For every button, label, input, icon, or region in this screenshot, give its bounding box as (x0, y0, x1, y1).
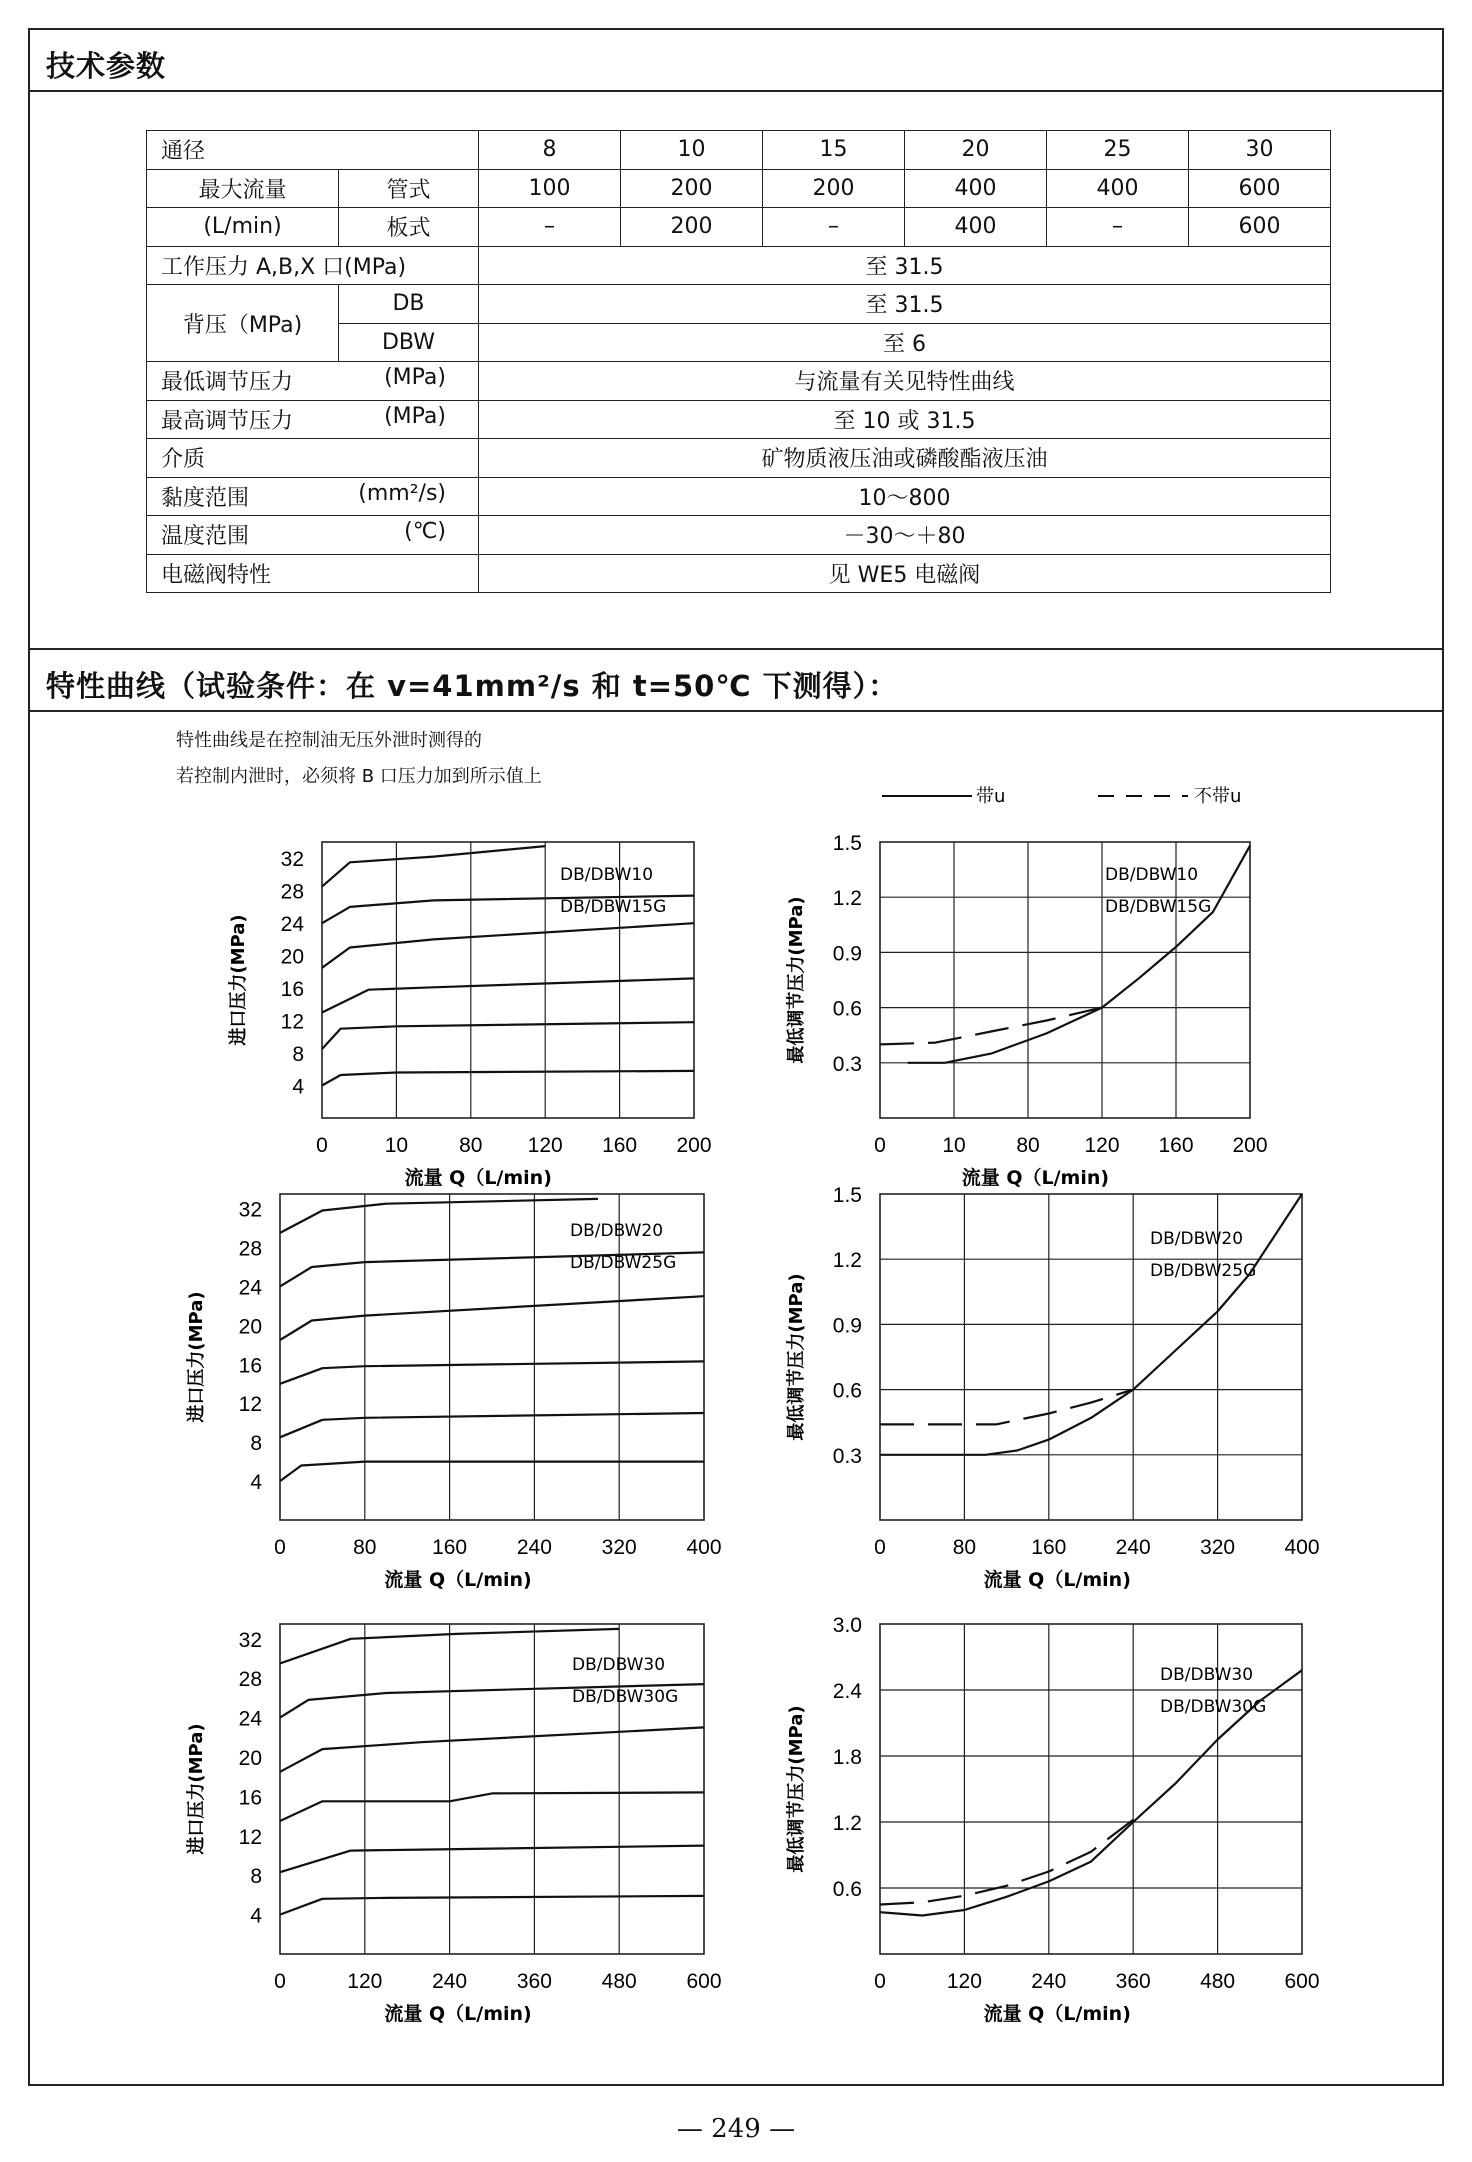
series-annotation: DB/DBW30G (572, 1687, 679, 1707)
x-tick-label: 360 (516, 1970, 552, 1993)
pipe-value: 400 (1047, 169, 1189, 208)
data-curve (880, 1390, 1133, 1425)
min-adjust-pressure-value: 与流量有关见特性曲线 (479, 362, 1331, 401)
series-annotation: DB/DBW25G (1150, 1261, 1257, 1281)
bore-label: 通径 (147, 131, 479, 170)
x-tick-label: 120 (527, 1134, 563, 1157)
y-axis-title: 进口压力(MPa) (186, 1723, 207, 1855)
y-tick-label: 20 (238, 1746, 262, 1770)
plate-value: 400 (905, 208, 1047, 247)
bore-value: 8 (479, 131, 621, 170)
x-tick-label: 600 (1284, 1970, 1320, 1993)
plate-value: – (763, 208, 905, 247)
series-annotation: DB/DBW20 (570, 1221, 664, 1241)
label-text: 最低调节压力 (161, 370, 294, 396)
dbw-label: DBW (339, 323, 479, 362)
y-tick-label: 1.2 (832, 1812, 862, 1835)
series-annotation: DB/DBW30 (1160, 1665, 1254, 1685)
data-curve (280, 1199, 598, 1233)
series-annotation: DB/DBW10 (1105, 865, 1199, 885)
data-curve (322, 1022, 694, 1049)
x-tick-label: 480 (1200, 1970, 1236, 1993)
x-tick-label: 0 (274, 1536, 286, 1559)
medium-label: 介质 (147, 439, 479, 478)
label-text: 温度范围 (161, 524, 250, 550)
y-tick-label: 0.6 (832, 1379, 862, 1403)
y-axis-title: 最低调节压力(MPa) (786, 1705, 807, 1873)
y-tick-label: 0.9 (832, 1314, 862, 1338)
section-title: 技术参数 (46, 49, 167, 83)
x-tick-label: 10 (942, 1134, 966, 1157)
data-curve (280, 1296, 704, 1340)
y-tick-label: 4 (250, 1904, 262, 1928)
viscosity-value: 10～800 (479, 477, 1331, 516)
db-value: 至 31.5 (479, 285, 1331, 324)
max-adjust-pressure-value: 至 10 或 31.5 (479, 400, 1331, 439)
x-tick-label: 240 (1031, 1970, 1067, 1993)
data-curve (880, 1008, 1102, 1045)
data-curve (322, 1071, 694, 1086)
plot-frame (280, 1194, 704, 1520)
working-pressure-value: 至 31.5 (479, 246, 1331, 285)
legend-dashed-label: 不带u (1194, 786, 1242, 807)
x-axis-title: 流量 Q（L/min) (983, 1569, 1131, 1591)
data-curve (280, 1792, 704, 1821)
db-label: DB (339, 285, 479, 324)
y-tick-label: 12 (280, 1010, 304, 1034)
x-tick-label: 480 (601, 1970, 637, 1993)
y-axis-title: 最低调节压力(MPa) (786, 896, 807, 1064)
back-pressure-label: 背压（MPa) (147, 285, 339, 362)
x-tick-label: 160 (432, 1536, 468, 1559)
pipe-label: 管式 (339, 169, 479, 208)
y-tick-label: 20 (238, 1315, 262, 1339)
note-line: 特性曲线是在控制油无压外泄时测得的 (176, 730, 482, 751)
x-axis-title: 流量 Q（L/min) (384, 2003, 532, 2025)
x-axis-title: 流量 Q（L/min) (983, 2003, 1131, 2025)
x-tick-label: 0 (874, 1536, 886, 1559)
data-curve (280, 1462, 704, 1482)
y-tick-label: 3.0 (832, 1614, 862, 1637)
series-annotation: DB/DBW10 (560, 865, 654, 885)
pipe-value: 200 (763, 169, 905, 208)
x-tick-label: 240 (1115, 1536, 1151, 1559)
plate-value: 200 (621, 208, 763, 247)
x-axis-title: 流量 Q（L/min) (384, 1569, 532, 1591)
solenoid-label: 电磁阀特性 (147, 554, 479, 593)
series-annotation: DB/DBW30G (1160, 1697, 1267, 1717)
series-annotation: DB/DBW15G (1105, 897, 1212, 917)
plate-value: – (1047, 208, 1189, 247)
y-tick-label: 32 (280, 848, 304, 872)
y-tick-label: 0.9 (832, 942, 862, 966)
y-tick-label: 28 (238, 1237, 262, 1261)
x-tick-label: 80 (353, 1536, 377, 1559)
medium-value: 矿物质液压油或磷酸酯液压油 (479, 439, 1331, 478)
solenoid-value: 见 WE5 电磁阀 (479, 554, 1331, 593)
y-tick-label: 1.8 (832, 1746, 862, 1769)
y-tick-label: 0.3 (832, 1444, 862, 1468)
data-curve (280, 1361, 704, 1383)
working-pressure-label: 工作压力 A,B,X 口(MPa) (147, 246, 479, 285)
label-text: 最高调节压力 (161, 408, 294, 434)
y-tick-label: 8 (292, 1043, 304, 1067)
x-tick-label: 80 (1016, 1134, 1040, 1157)
plate-label: 板式 (339, 208, 479, 247)
max-flow-unit: (L/min) (147, 208, 339, 247)
x-tick-label: 120 (347, 1970, 383, 1993)
pipe-value: 200 (621, 169, 763, 208)
page-number: — 249 — (676, 2114, 796, 2144)
bore-value: 10 (621, 131, 763, 170)
data-curve (322, 923, 694, 968)
series-annotation: DB/DBW30 (572, 1655, 666, 1675)
pipe-value: 400 (905, 169, 1047, 208)
bore-value: 30 (1189, 131, 1331, 170)
x-tick-label: 200 (676, 1134, 712, 1157)
y-axis-title: 最低调节压力(MPa) (786, 1273, 807, 1441)
pipe-value: 100 (479, 169, 621, 208)
y-tick-label: 12 (238, 1393, 262, 1417)
x-tick-label: 600 (686, 1970, 722, 1993)
unit-text: (mm²/s) (358, 480, 446, 506)
y-tick-label: 0.6 (832, 1878, 862, 1901)
y-tick-label: 32 (238, 1198, 262, 1222)
max-flow-label: 最大流量 (147, 169, 339, 208)
x-tick-label: 160 (1031, 1536, 1067, 1559)
y-tick-label: 24 (280, 913, 304, 937)
unit-text: (MPa) (384, 365, 446, 391)
data-curve (322, 978, 694, 1012)
x-tick-label: 80 (952, 1536, 977, 1559)
y-tick-label: 8 (250, 1865, 262, 1889)
note-line: 若控制内泄时，必须将 B 口压力加到所示值上 (176, 766, 542, 787)
section-title: 特性曲线（试验条件：在 v=41mm²/s 和 t=50℃ 下测得）： (46, 669, 899, 703)
x-tick-label: 0 (274, 1970, 286, 1993)
x-tick-label: 360 (1115, 1970, 1151, 1993)
x-tick-label: 200 (1232, 1134, 1268, 1157)
y-tick-label: 16 (238, 1786, 262, 1810)
y-tick-label: 4 (250, 1471, 262, 1495)
bore-value: 15 (763, 131, 905, 170)
series-annotation: DB/DBW15G (560, 897, 667, 917)
x-tick-label: 320 (601, 1536, 637, 1559)
y-tick-label: 16 (238, 1354, 262, 1378)
x-tick-label: 120 (1084, 1134, 1120, 1157)
series-annotation: DB/DBW25G (570, 1253, 677, 1273)
x-tick-label: 320 (1200, 1536, 1236, 1559)
unit-text: (℃) (404, 519, 446, 545)
y-tick-label: 1.2 (832, 887, 862, 911)
pipe-value: 600 (1189, 169, 1331, 208)
x-tick-label: 80 (459, 1134, 483, 1157)
label-text: 黏度范围 (161, 485, 250, 511)
data-curve (322, 846, 545, 887)
x-tick-label: 0 (874, 1134, 886, 1157)
plate-value: 600 (1189, 208, 1331, 247)
y-tick-label: 20 (280, 945, 304, 969)
y-tick-label: 0.6 (832, 997, 862, 1021)
y-tick-label: 32 (238, 1628, 262, 1652)
unit-text: (MPa) (384, 403, 446, 429)
y-tick-label: 0.3 (832, 1052, 862, 1076)
x-tick-label: 120 (946, 1970, 982, 1993)
x-tick-label: 400 (1284, 1536, 1320, 1559)
x-axis-title: 流量 Q（L/min) (404, 1167, 552, 1189)
data-curve (908, 846, 1250, 1063)
y-tick-label: 24 (238, 1707, 262, 1731)
x-tick-label: 240 (432, 1970, 468, 1993)
y-axis-title: 进口压力(MPa) (228, 914, 249, 1046)
dbw-value: 至 6 (479, 323, 1331, 362)
y-tick-label: 1.2 (832, 1249, 862, 1273)
y-tick-label: 1.5 (832, 1184, 862, 1207)
data-curve (880, 1820, 1133, 1905)
x-tick-label: 400 (686, 1536, 722, 1559)
data-curve (280, 1413, 704, 1437)
x-tick-label: 240 (516, 1536, 552, 1559)
y-tick-label: 2.4 (832, 1680, 862, 1703)
bore-value: 20 (905, 131, 1047, 170)
legend-solid-label: 带u (976, 786, 1006, 807)
y-tick-label: 4 (292, 1075, 304, 1099)
data-curve (280, 1727, 704, 1771)
x-tick-label: 0 (316, 1134, 328, 1157)
y-tick-label: 28 (280, 880, 304, 904)
y-axis-title: 进口压力(MPa) (186, 1291, 207, 1423)
x-tick-label: 160 (1158, 1134, 1194, 1157)
data-curve (280, 1896, 704, 1915)
x-tick-label: 160 (602, 1134, 638, 1157)
x-axis-title: 流量 Q（L/min) (961, 1167, 1110, 1189)
data-curve (280, 1846, 704, 1873)
y-tick-label: 1.5 (832, 832, 862, 855)
y-tick-label: 12 (238, 1825, 262, 1849)
x-tick-label: 10 (384, 1134, 409, 1157)
series-annotation: DB/DBW20 (1150, 1229, 1244, 1249)
bore-value: 25 (1047, 131, 1189, 170)
temperature-value: －30～＋80 (479, 516, 1331, 555)
y-tick-label: 16 (280, 978, 304, 1002)
y-tick-label: 8 (250, 1432, 262, 1456)
plate-value: – (479, 208, 621, 247)
y-tick-label: 24 (238, 1276, 262, 1300)
x-tick-label: 0 (874, 1970, 886, 1993)
y-tick-label: 28 (238, 1668, 262, 1692)
